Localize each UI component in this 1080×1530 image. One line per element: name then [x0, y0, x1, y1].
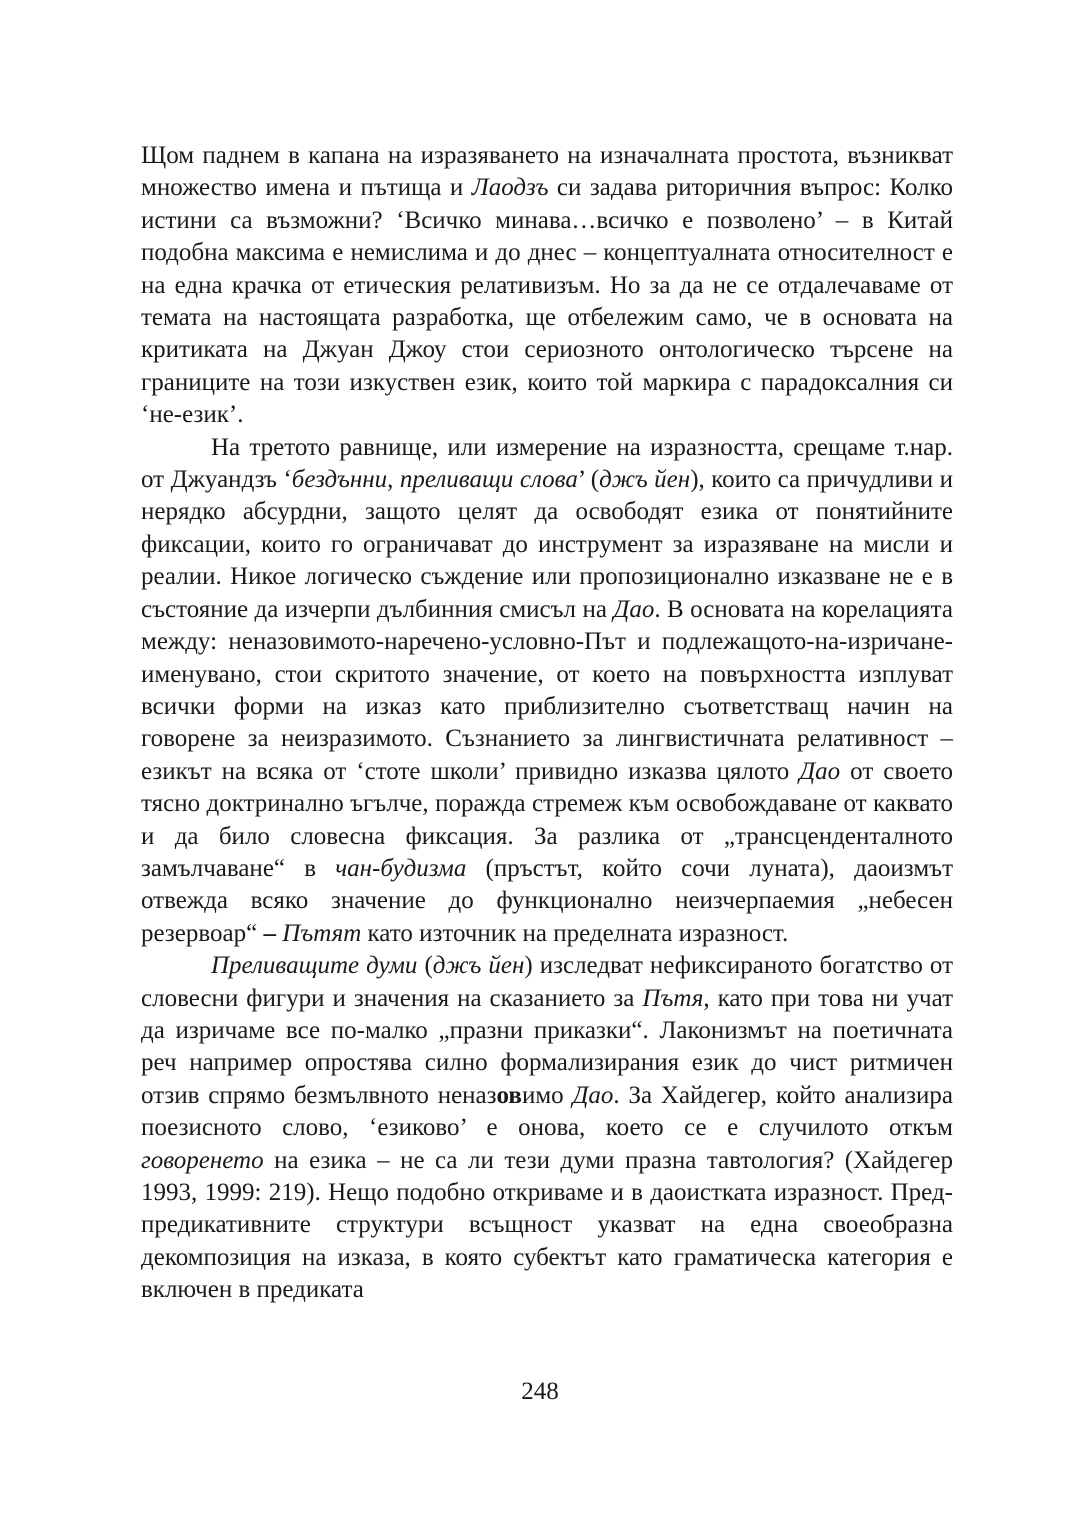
italic-run: чан-будизма — [335, 854, 467, 882]
text-run: ) изследват нефиксираното богатство от словесни фигури и значения на сказанието за — [141, 952, 953, 1012]
italic-run: бездънни — [291, 466, 388, 494]
italic-run: Преливащите думи — [211, 952, 418, 980]
text-run: ), които са причудливи и нерядко абсурдни, защото целят да освободят езика от понятийните фиксации, които го ограничават до инструмент за изразяване на мисли и реалии. Никое логическо съждение или пропозиционално изказване не е в състояние да изчерпи дълбинния смисъл на — [141, 466, 953, 623]
text-run: . За Хайдегер, който анализира поезисното слово, ‘езиково’ е онова, което се е случилото откъм — [141, 1081, 953, 1142]
italic-run: Дао — [572, 1081, 614, 1109]
page-number: 248 — [521, 1378, 559, 1405]
text-run: ’ ( — [577, 466, 600, 494]
text-run: , — [387, 466, 400, 494]
text-run: имо — [521, 1081, 573, 1109]
bold-run: ов — [496, 1081, 522, 1109]
text-run: На третото равнище, или измерение на изразността, срещаме т.нар. от Джуандзъ ‘ — [141, 433, 953, 494]
italic-run: Дао — [613, 595, 655, 623]
page-body — [141, 140, 953, 1307]
paragraph-3 — [141, 950, 953, 1306]
paragraph-1 — [141, 140, 953, 432]
bold-run: – — [263, 919, 276, 947]
text-run: като източник на пределната изразност. — [361, 919, 789, 947]
italic-run: джъ йен — [599, 466, 691, 494]
text-run: ( — [417, 952, 433, 980]
italic-run: Лаодзъ — [471, 174, 549, 202]
italic-run: преливащи слова — [399, 466, 578, 494]
italic-run: Пътят — [282, 919, 362, 947]
italic-run: говоренето — [141, 1146, 264, 1174]
italic-run: Пътя — [642, 984, 704, 1012]
paragraph-2 — [141, 432, 953, 951]
italic-run: Дао — [799, 757, 841, 785]
text-run: си задава риторичния въпрос: Колко истини са възможни? ‘Всичко минава…всичко е позволено’ – в Китай подобна максима е немислима и до днес – концептуалната относителност е на една крачка от етическия релативизъм. Но за да не се отдалечаваме от темата на настоящата разработка, ще отбележим само, че в основата на критиката на Джуан Джоу стои сериозното онтологическо търсене на границите на този изкуствен език, които той маркира с парадоксалния си ‘не-език’. — [141, 174, 953, 429]
text-run: (пръстът, който сочи луната), даоизмът отвежда всяко значение до функционално неизчерпаемия „небесен резервоар“ — [141, 854, 953, 947]
text-run: , като при това ни учат да изричаме все по-малко „празни приказки“. Лаконизмът на поетичната реч например опростява силно формализирания език до чист ритмичен отзив спрямо безмълвното неназ — [141, 984, 953, 1109]
text-run: . В основата на корелацията между: неназовимото-наречено-условно-Път и подлежащото-на-изричане-именувано, стои скритото значение, от което на повърхността изплуват всички форми на изказ като приблизително съответстващ начин на говорене за неизразимото. Съзнанието за лингвистичната релативност – езикът на всяка от ‘стоте школи’ привидно изказва цялото — [141, 595, 953, 785]
italic-run: джъ йен — [432, 952, 525, 980]
text-run: Щом паднем в капана на изразяването на изначалната простота, възникват множество имена и пътища и — [141, 142, 953, 202]
text-run: от своето тясно доктринално ъгълче, поражда стремеж към освобождаване от каквато и да било словесна фиксация. За разлика от „трансценденталното замълчаване“ в — [141, 757, 953, 882]
text-run: на езика – не са ли тези думи празна тавтология? (Хайдегер 1993, 1999: 219). Нещо подобно откриваме и в даоистката изразност. Пред-предикативните структури всъщност указват на една своеобразна декомпозиция на изказа, в която субектът като граматическа категория е включен в предиката — [141, 1146, 953, 1304]
